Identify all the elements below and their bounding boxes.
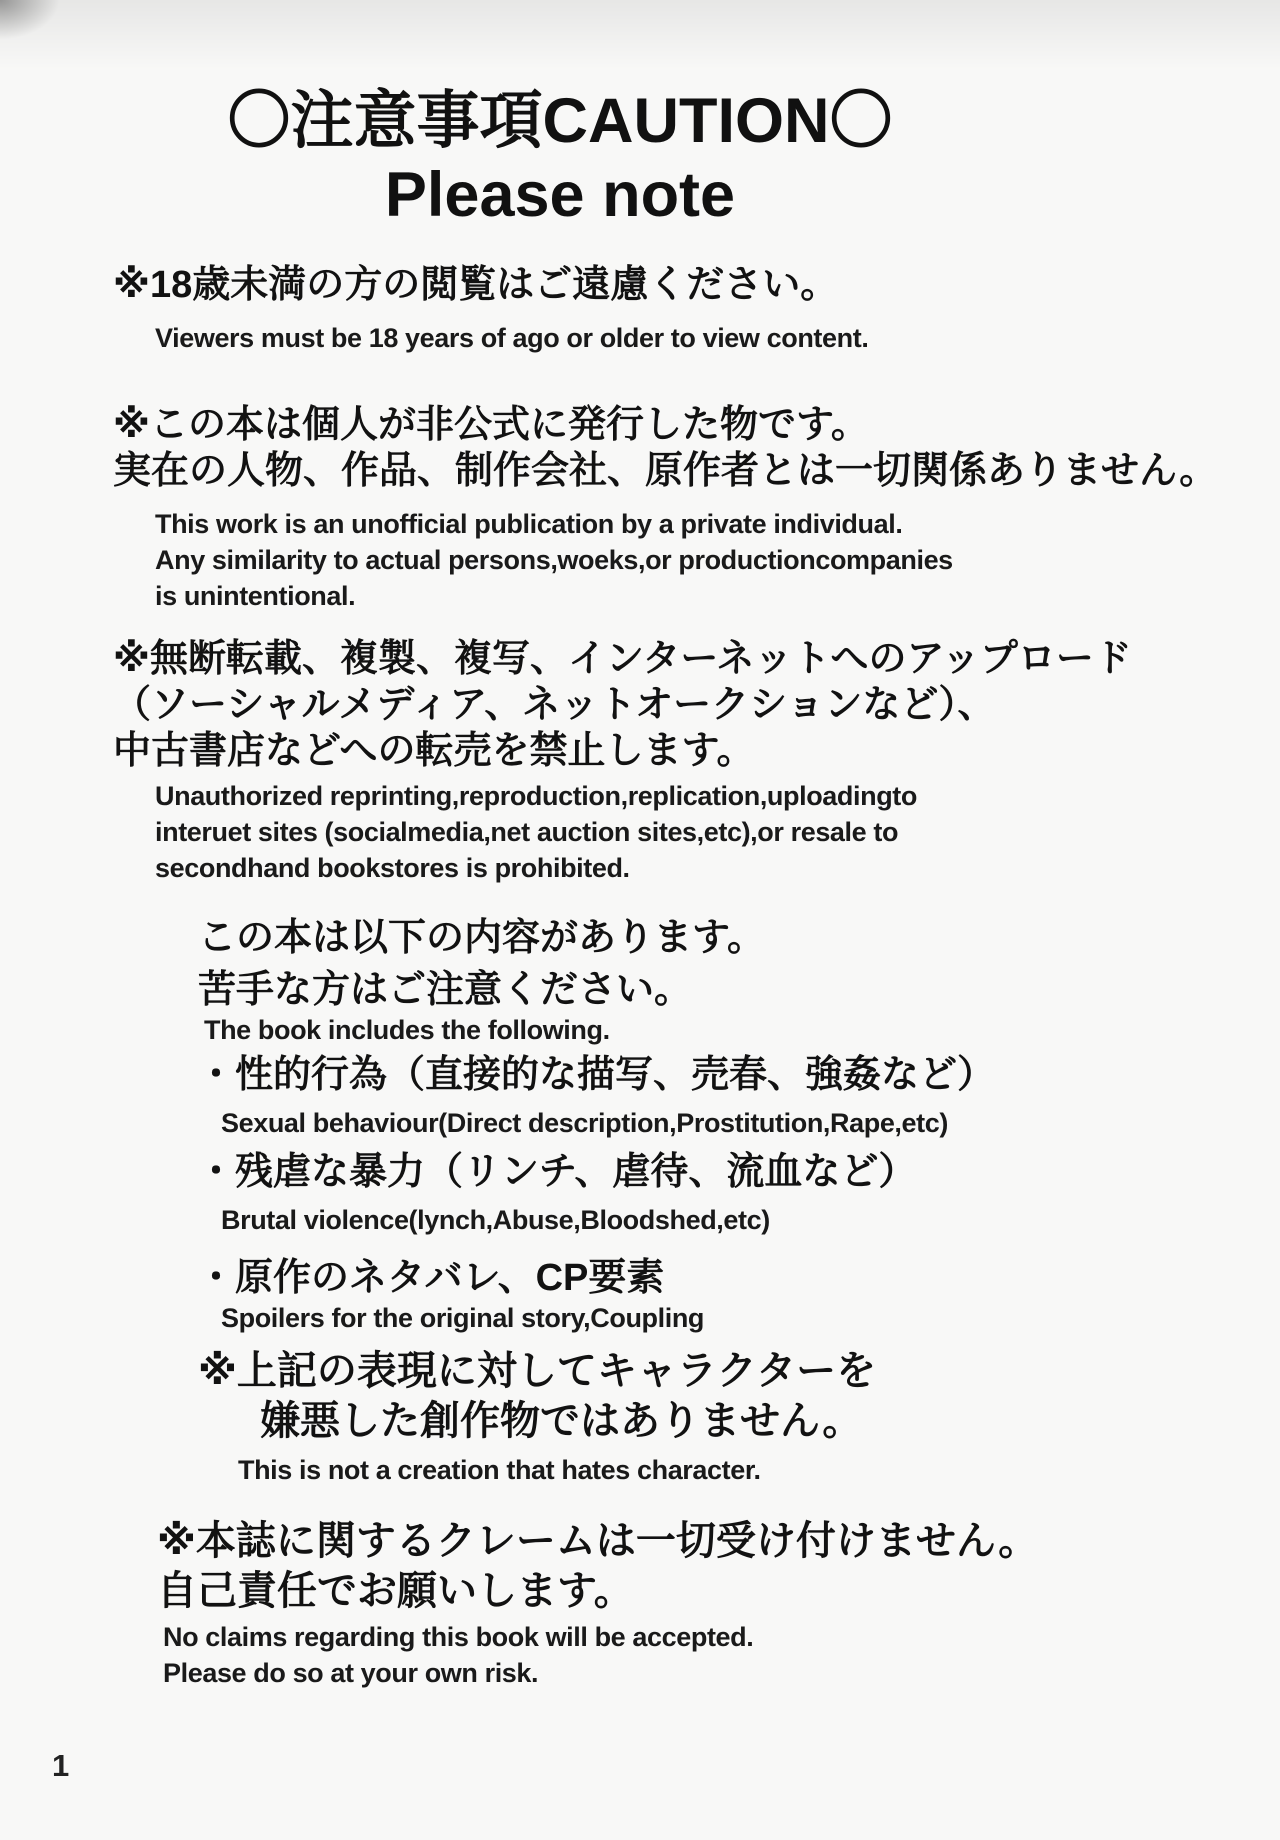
no-reproduction-english xyxy=(155,778,917,886)
text-line: Any similarity to actual persons,woeks,or productioncompanies xyxy=(155,545,953,575)
text-line: 自己責任でお願いします。 xyxy=(157,1569,634,1613)
scan-shading-corner xyxy=(0,0,60,40)
text-line: No claims regarding this book will be accepted. xyxy=(163,1622,754,1652)
text-line: Brutal violence(lynch,Abuse,Bloodshed,etc) xyxy=(221,1205,770,1235)
text-line: この本は以下の内容があります。 xyxy=(198,917,765,959)
text-line: ※無断転載、複製、複写、インターネットへのアップロード xyxy=(113,638,1132,680)
scan-shading-top xyxy=(0,0,1280,70)
content-item-violence-english xyxy=(221,1202,770,1238)
text-line: This is not a creation that hates character. xyxy=(238,1455,761,1485)
text-line: Viewers must be 18 years of ago or older to view content. xyxy=(155,323,869,353)
page-title-english: Please note xyxy=(384,160,736,230)
text-line: （ソーシャルメディア、ネットオークションなど）、 xyxy=(113,684,996,726)
text-line: secondhand bookstores is prohibited. xyxy=(155,853,630,883)
text-line: Spoilers for the original story,Coupling xyxy=(221,1303,705,1333)
text-line: ・残虐な暴力（リンチ、虐待、流血など） xyxy=(197,1151,917,1193)
page-title-japanese: 〇注意事項CAUTION〇 xyxy=(227,86,893,156)
age-restriction-japanese xyxy=(113,262,838,308)
text-line: ※18歳未満の方の閲覧はご遠慮ください。 xyxy=(113,264,839,306)
page-title xyxy=(0,84,1120,232)
text-line: ・性的行為（直接的な描写、売春、強姦など） xyxy=(197,1054,996,1096)
page-number: 1 xyxy=(52,1748,70,1783)
text-line: ※この本は個人が非公式に発行した物です。 xyxy=(113,404,869,446)
text-line: Please do so at your own risk. xyxy=(163,1658,539,1688)
no-claims-english xyxy=(163,1619,753,1691)
text-line: ※上記の表現に対してキャラクターを xyxy=(198,1349,877,1393)
text-line: interuet sites (socialmedia,net auction sites,etc),or resale to xyxy=(155,817,899,847)
age-restriction-english xyxy=(155,320,868,356)
content-item-sexual-english xyxy=(221,1105,948,1141)
content-item-violence-japanese xyxy=(197,1149,916,1195)
content-warning-heading-japanese xyxy=(198,912,765,1016)
text-line: ・原作のネタバレ、CP要素 xyxy=(197,1257,665,1299)
text-line: is unintentional. xyxy=(155,581,356,611)
no-hate-note-japanese xyxy=(198,1346,876,1446)
no-reproduction-japanese xyxy=(113,636,1132,774)
text-line: This work is an unofficial publication by a private individual. xyxy=(155,509,903,539)
text-line: 中古書店などへの転売を禁止します。 xyxy=(113,730,755,772)
content-item-spoilers-japanese xyxy=(197,1255,664,1301)
text-line: Sexual behaviour(Direct description,Prostitution,Rape,etc) xyxy=(221,1108,948,1138)
text-line: The book includes the following. xyxy=(204,1015,610,1045)
text-line: 苦手な方はご注意ください。 xyxy=(198,969,693,1011)
no-claims-japanese xyxy=(157,1516,1038,1616)
text-line: 嫌悪した創作物ではありません。 xyxy=(260,1399,863,1443)
no-hate-note-english xyxy=(238,1452,761,1488)
text-line: ※本誌に関するクレームは一切受け付けません。 xyxy=(157,1519,1039,1563)
text-line: 実在の人物、作品、制作会社、原作者とは一切関係ありません。 xyxy=(113,450,1218,492)
text-line: Unauthorized reprinting,reproduction,replication,uploadingto xyxy=(155,781,917,811)
content-item-sexual-japanese xyxy=(197,1052,995,1098)
unofficial-publication-japanese xyxy=(113,402,1217,494)
content-warning-heading-english xyxy=(204,1012,610,1048)
content-item-spoilers-english xyxy=(221,1300,704,1336)
unofficial-publication-english xyxy=(155,506,953,614)
